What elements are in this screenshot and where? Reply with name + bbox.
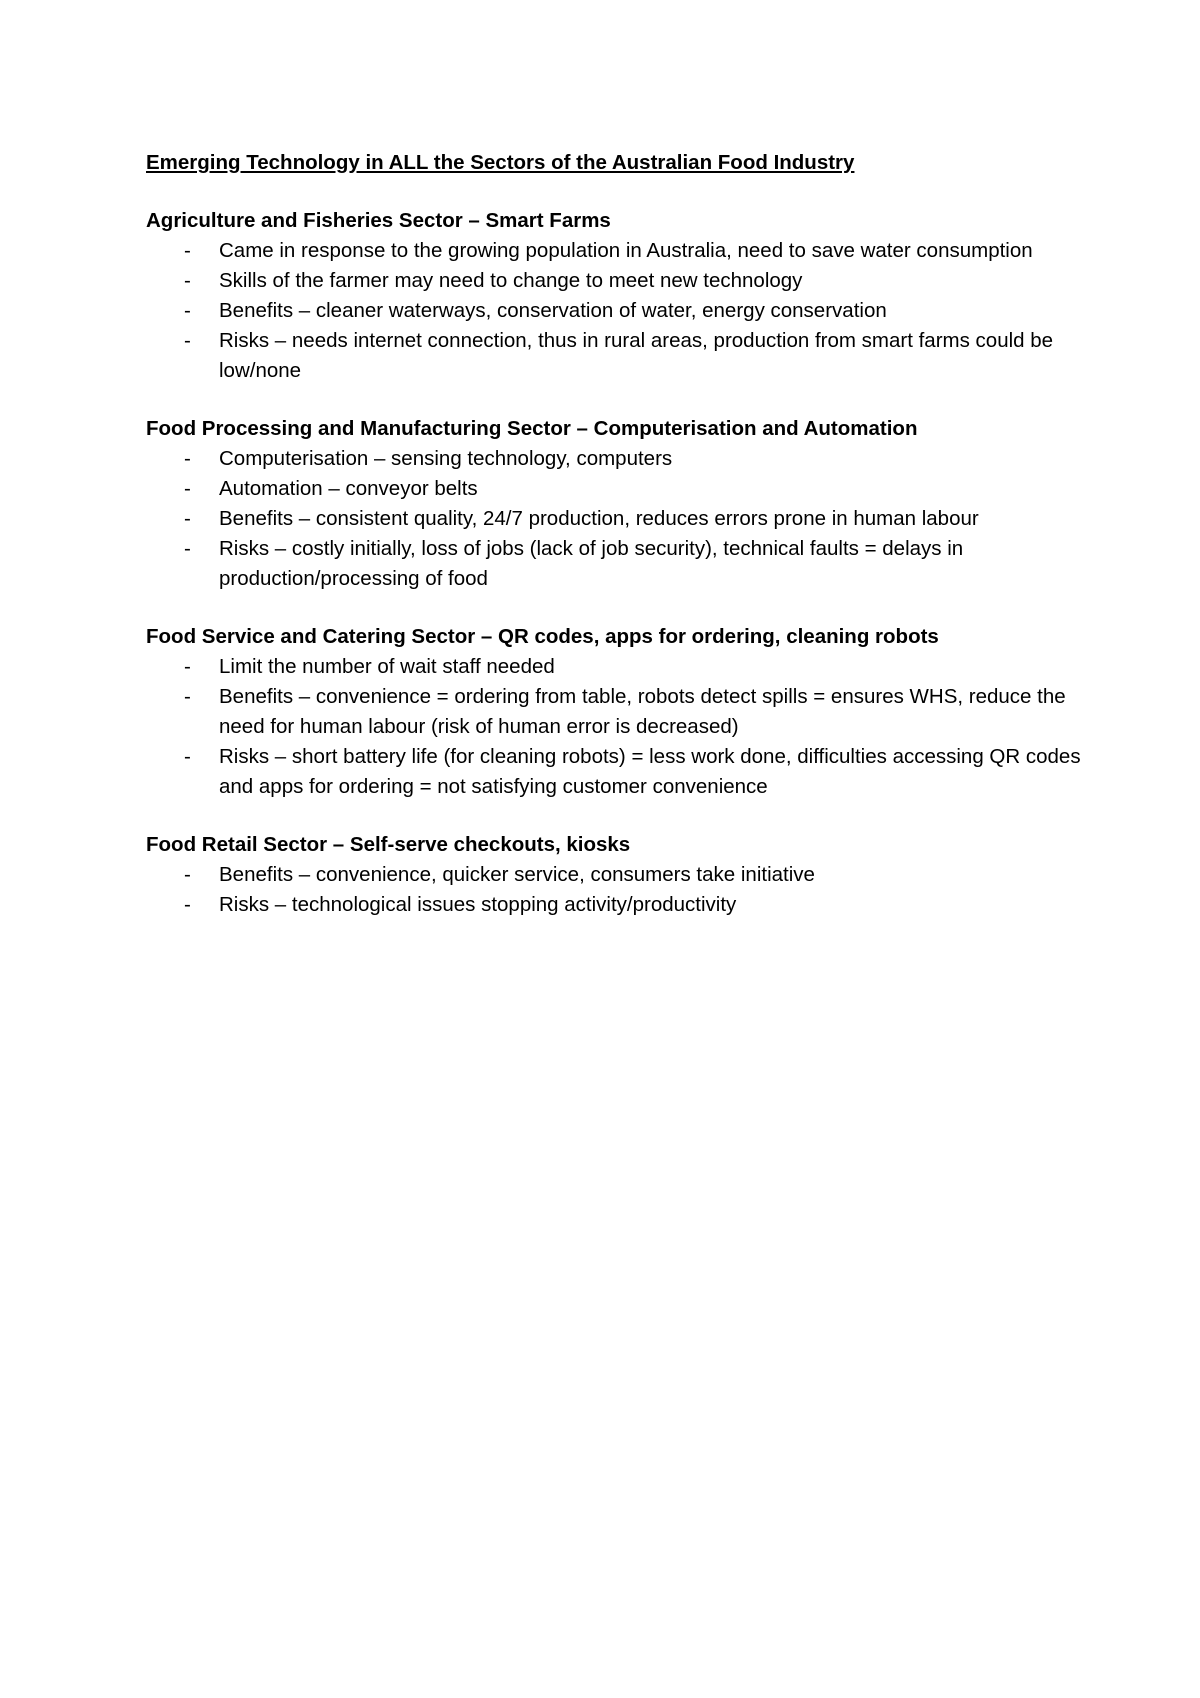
bullet-dash: - bbox=[184, 329, 191, 352]
document-body bbox=[146, 148, 1086, 948]
bullet-dash: - bbox=[184, 893, 191, 916]
section-food-service-catering bbox=[146, 622, 1086, 802]
bullet-list bbox=[146, 236, 1086, 386]
list-item-text: Benefits – cleaner waterways, conservation of water, energy conservation bbox=[219, 299, 887, 322]
section-food-processing-manufacturing bbox=[146, 414, 1086, 594]
bullet-dash: - bbox=[184, 537, 191, 560]
bullet-dash: - bbox=[184, 745, 191, 768]
list-item-text: Skills of the farmer may need to change to meet new technology bbox=[219, 269, 803, 292]
bullet-dash: - bbox=[184, 477, 191, 500]
list-item bbox=[146, 682, 1086, 742]
list-item-text: Benefits – consistent quality, 24/7 production, reduces errors prone in human labour bbox=[219, 507, 979, 530]
section-heading: Food Retail Sector – Self-serve checkouts, kiosks bbox=[146, 833, 631, 856]
document-title: Emerging Technology in ALL the Sectors of the Australian Food Industry bbox=[146, 151, 855, 174]
bullet-list bbox=[146, 652, 1086, 802]
list-item bbox=[146, 504, 1086, 534]
list-item bbox=[146, 860, 1086, 890]
section-agriculture-fisheries bbox=[146, 206, 1086, 386]
bullet-dash: - bbox=[184, 239, 191, 262]
list-item-text: Benefits – convenience, quicker service, consumers take initiative bbox=[219, 863, 815, 886]
list-item bbox=[146, 326, 1086, 386]
list-item-text: Risks – technological issues stopping activity/productivity bbox=[219, 893, 737, 916]
list-item-text: Risks – costly initially, loss of jobs (lack of job security), technical faults = delays in production/processing of food bbox=[219, 537, 964, 590]
bullet-dash: - bbox=[184, 863, 191, 886]
list-item-text: Computerisation – sensing technology, computers bbox=[219, 447, 673, 470]
list-item-text: Benefits – convenience = ordering from table, robots detect spills = ensures WHS, reduce the need for human labour (risk of human error is decreased) bbox=[219, 685, 1066, 738]
list-item-text: Risks – short battery life (for cleaning robots) = less work done, difficulties accessing QR codes and apps for ordering = not satisfying customer convenience bbox=[219, 745, 1081, 798]
bullet-list bbox=[146, 444, 1086, 594]
bullet-dash: - bbox=[184, 299, 191, 322]
list-item bbox=[146, 742, 1086, 802]
list-item bbox=[146, 444, 1086, 474]
section-heading: Food Service and Catering Sector – QR codes, apps for ordering, cleaning robots bbox=[146, 625, 939, 648]
bullet-dash: - bbox=[184, 655, 191, 678]
list-item-text: Automation – conveyor belts bbox=[219, 477, 478, 500]
list-item-text: Risks – needs internet connection, thus in rural areas, production from smart farms could be low/none bbox=[219, 329, 1054, 382]
section-heading: Food Processing and Manufacturing Sector – Computerisation and Automation bbox=[146, 417, 918, 440]
section-food-retail bbox=[146, 830, 1086, 920]
list-item bbox=[146, 890, 1086, 920]
bullet-dash: - bbox=[184, 507, 191, 530]
list-item bbox=[146, 652, 1086, 682]
bullet-dash: - bbox=[184, 269, 191, 292]
list-item bbox=[146, 266, 1086, 296]
bullet-dash: - bbox=[184, 685, 191, 708]
list-item bbox=[146, 534, 1086, 594]
list-item bbox=[146, 236, 1086, 266]
bullet-dash: - bbox=[184, 447, 191, 470]
bullet-list bbox=[146, 860, 1086, 920]
list-item-text: Came in response to the growing population in Australia, need to save water consumption bbox=[219, 239, 1033, 262]
list-item-text: Limit the number of wait staff needed bbox=[219, 655, 555, 678]
list-item bbox=[146, 296, 1086, 326]
list-item bbox=[146, 474, 1086, 504]
section-heading: Agriculture and Fisheries Sector – Smart Farms bbox=[146, 209, 611, 232]
